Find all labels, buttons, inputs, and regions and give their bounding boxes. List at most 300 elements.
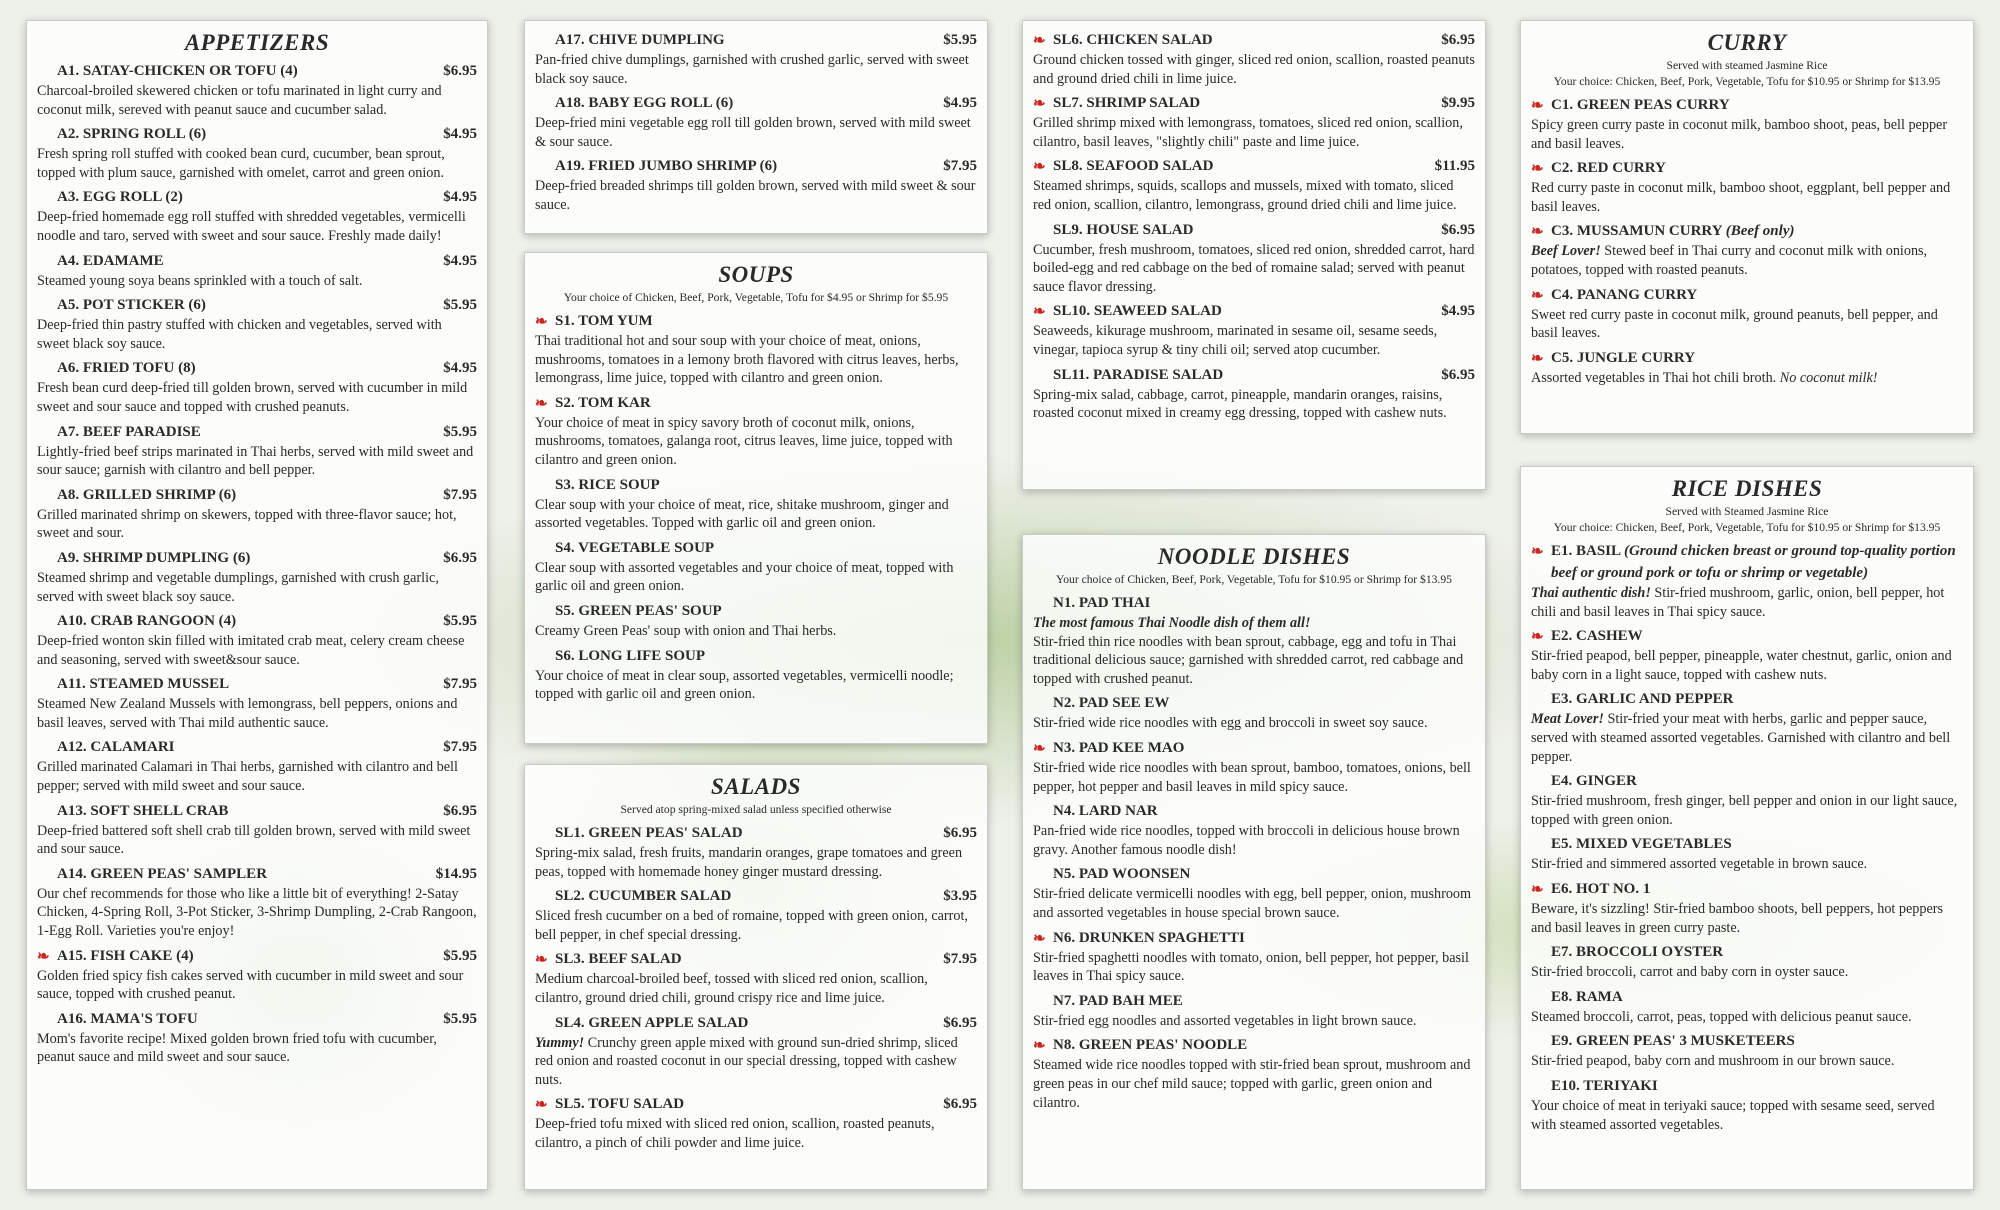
chili-pepper-icon: ❧	[1531, 544, 1544, 560]
menu-item-description-text: Seaweeds, kikurage mushroom, marinated in sesame oil, sesame seeds, vinegar, tapioca syrup & tiny chili oil; served atop cucumber.	[1033, 323, 1438, 358]
menu-item-header	[535, 1012, 977, 1034]
menu-item-name: E8. RAMA	[1551, 988, 1623, 1005]
menu-item-name: A14. GREEN PEAS' SAMPLER	[57, 865, 268, 882]
menu-item-header	[37, 250, 477, 272]
menu-item-title	[1551, 941, 1723, 963]
menu-item	[1531, 1030, 1963, 1071]
menu-item-description-text: Medium charcoal-broiled beef, tossed with sliced red onion, scallion, cilantro, ground dried chili, ground crispy rice and lime juice.	[535, 971, 928, 1006]
menu-item-description	[37, 632, 477, 669]
menu-item	[1033, 29, 1475, 88]
menu-item-header	[1531, 625, 1963, 647]
appetizers-panel	[26, 20, 488, 1190]
menu-item-name: A1. SATAY-CHICKEN OR TOFU (4)	[57, 63, 298, 79]
menu-item-price: $7.95	[443, 676, 477, 693]
appetizers-cont-panel	[524, 20, 988, 234]
menu-item-title	[555, 1093, 684, 1115]
menu-item-description	[37, 506, 477, 543]
menu-item-description	[37, 569, 477, 606]
curry-subtitle: Served with steamed Jasmine Rice	[1666, 59, 1828, 72]
menu-item-description	[1033, 614, 1475, 688]
menu-item-header	[37, 421, 477, 443]
menu-item-description-text: Stir-fried wide rice noodles with egg and broccoli in sweet soy sauce.	[1033, 715, 1428, 732]
noodles-subtitle: Your choice of Chicken, Beef, Pork, Vegetable, Tofu for $10.95 or Shrimp for $13.95	[1056, 573, 1452, 586]
menu-item-title	[1551, 1030, 1795, 1052]
menu-item-price: $6.95	[443, 802, 477, 819]
menu-item-name: S5. GREEN PEAS' SOUP	[555, 602, 722, 619]
menu-item-price: $4.95	[443, 360, 477, 377]
menu-item-description	[535, 559, 977, 596]
menu-item-price: $4.95	[443, 252, 477, 269]
menu-item-header	[1531, 878, 1963, 900]
rice-panel	[1520, 466, 1974, 1190]
menu-item-name: A9. SHRIMP DUMPLING (6)	[57, 549, 251, 566]
menu-item-price: $5.95	[443, 297, 477, 314]
rice-subtitle: Served with Steamed Jasmine Rice	[1665, 505, 1829, 518]
chili-pepper-icon: ❧	[1531, 881, 1544, 898]
menu-item-title	[1551, 157, 1666, 179]
menu-item-description	[535, 114, 977, 151]
menu-item-description	[1531, 584, 1963, 621]
menu-item	[1531, 284, 1963, 343]
menu-item-price: $5.95	[943, 32, 977, 48]
menu-item-description-text: Pan-fried chive dumplings, garnished with crushed garlic, served with sweet black soy sauce.	[535, 52, 969, 87]
menu-item-description-text: Stir-fried spaghetti noodles with tomato, onion, bell pepper, hot pepper, basil leaves in Thai spicy sauce.	[1033, 949, 1469, 985]
menu-item-description-text: Stir-fried your meat with herbs, garlic and pepper sauce, served with steamed assorted vegetables. Garnished with cilantro and bell pepper.	[1531, 711, 1951, 765]
menu-item-title	[555, 474, 660, 496]
menu-item-description	[37, 695, 477, 732]
menu-item-description-text: Deep-fried wonton skin filled with imitated crab meat, celery cream cheese and seasoning, served with sweet&sour sauce.	[37, 633, 465, 668]
menu-item	[1531, 878, 1963, 937]
menu-item-name: A6. FRIED TOFU (8)	[57, 360, 196, 377]
menu-item-price: $7.95	[443, 739, 477, 756]
menu-item-header	[1033, 990, 1475, 1012]
menu-item-price: $5.95	[443, 947, 477, 964]
menu-item-description-text: Creamy Green Peas' soup with onion and Thai herbs.	[535, 622, 837, 639]
menu-item-price: $4.95	[443, 126, 477, 143]
menu-item-title	[1053, 1034, 1247, 1056]
menu-item-price: $6.95	[1441, 221, 1475, 238]
menu-item-name: SL10. SEAWEED SALAD	[1053, 303, 1222, 320]
menu-item-price: $6.95	[443, 549, 477, 566]
menu-item-description	[37, 1030, 477, 1067]
menu-item	[37, 673, 477, 732]
chili-pepper-icon: ❧	[1033, 96, 1046, 113]
menu-item-description-text: Steamed shrimp and vegetable dumplings, garnished with crush garlic, served with sweet black soy sauce.	[37, 569, 439, 605]
menu-item	[37, 357, 477, 416]
menu-item	[535, 885, 977, 944]
menu-item-description-text: Red curry paste in coconut milk, bamboo shoot, eggplant, bell pepper and basil leaves.	[1531, 180, 1951, 215]
menu-item-description-text: Lightly-fried beef strips marinated in Thai herbs, served with mild sweet and sour sauce; garnish with cilantro and bell pepper.	[37, 443, 474, 479]
menu-item-header	[535, 474, 977, 496]
menu-item-title	[555, 310, 653, 332]
menu-item-name: A17. CHIVE DUMPLING	[555, 32, 725, 48]
menu-item-title	[57, 736, 175, 758]
menu-item-description	[535, 332, 977, 388]
menu-item-price: $4.95	[943, 95, 977, 112]
menu-item	[37, 484, 477, 543]
menu-item-description	[37, 822, 477, 859]
menu-item-header	[535, 155, 977, 177]
menu-item-header	[1033, 737, 1475, 759]
menu-item-name: C5. JUNGLE CURRY	[1551, 349, 1696, 366]
menu-item-header	[37, 484, 477, 506]
menu-item	[37, 250, 477, 291]
menu-item-name: N1. PAD THAI	[1053, 595, 1151, 611]
menu-item-description	[535, 622, 977, 641]
menu-item-name: SL3. BEEF SALAD	[555, 951, 682, 968]
menu-item-description-text: Your choice of meat in teriyaki sauce; topped with sesame seed, served with steamed assorted vegetables.	[1531, 1097, 1935, 1133]
menu-item-description-text: Sweet red curry paste in coconut milk, ground peanuts, bell pepper, and basil leaves.	[1531, 306, 1938, 342]
menu-item-header	[1531, 941, 1963, 963]
menu-item-description-text: Deep-fried mini vegetable egg roll till golden brown, served with mild sweet & sour sauce.	[535, 115, 971, 150]
menu-item-description	[535, 970, 977, 1007]
menu-item-price: $6.95	[943, 825, 977, 841]
menu-item-name: N8. GREEN PEAS' NOODLE	[1053, 1037, 1248, 1054]
menu-item	[1531, 770, 1963, 829]
menu-item	[535, 92, 977, 151]
menu-item-price: $5.95	[443, 613, 477, 630]
menu-item-description-text: Stir-fried mushroom, garlic, onion, bell pepper, hot chili and basil leaves in Thai spicy sauce.	[1531, 585, 1945, 620]
menu-item	[37, 123, 477, 182]
menu-item-header	[37, 800, 477, 822]
chili-pepper-icon: ❧	[1531, 629, 1544, 646]
menu-item-header	[37, 673, 477, 695]
curry-panel	[1520, 20, 1974, 434]
menu-item-note: (Ground chicken breast or ground top-quality portion beef or ground pork or tofu or shrimp or vegetable)	[1551, 543, 1956, 581]
menu-item-description	[535, 51, 977, 88]
menu-item-description-text: Clear soup with your choice of meat, rice, shitake mushroom, ginger and assorted vegetables. Topped with garlic oil and green onion.	[535, 496, 949, 532]
menu-item-description	[1531, 116, 1963, 153]
menu-item-header	[1033, 692, 1475, 714]
menu-item	[1531, 1075, 1963, 1134]
menu-item-title	[555, 600, 722, 622]
menu-item-header	[1033, 863, 1475, 885]
menu-item-name: E4. GINGER	[1551, 773, 1637, 790]
menu-item-description	[1033, 885, 1475, 922]
menu-item-header	[1531, 94, 1963, 116]
menu-item-title	[555, 92, 733, 114]
menu-item-header	[37, 610, 477, 632]
menu-item-header	[535, 1093, 977, 1115]
menu-item	[1531, 688, 1963, 766]
menu-item-description	[1531, 179, 1963, 216]
menu-item	[1033, 800, 1475, 859]
menu-item-title	[57, 610, 236, 632]
menu-item-name: N3. PAD KEE MAO	[1053, 739, 1185, 756]
menu-item-header	[1033, 927, 1475, 949]
menu-item-description	[1531, 900, 1963, 937]
menu-item-header	[37, 736, 477, 758]
menu-item-description	[37, 208, 477, 245]
noodles-panel	[1022, 534, 1486, 1190]
menu-item-title	[57, 673, 229, 695]
menu-item-name: E2. CASHEW	[1551, 628, 1643, 645]
menu-item-description	[1531, 369, 1963, 388]
menu-item-header	[535, 822, 977, 844]
menu-item	[535, 29, 977, 88]
menu-item-description	[1033, 51, 1475, 88]
menu-item-title	[1551, 625, 1643, 647]
menu-item-name: A12. CALAMARI	[57, 739, 175, 756]
menu-item-description	[1531, 1097, 1963, 1134]
menu-item-title	[1551, 220, 1794, 242]
menu-item-description-text: Deep-fried homemade egg roll stuffed with shredded vegetables, vermicelli noodle and taro, served with sweet and sour sauce. Freshly made daily!	[37, 209, 466, 244]
menu-item-name: SL6. CHICKEN SALAD	[1053, 32, 1213, 48]
menu-item	[37, 547, 477, 606]
menu-item-footnote: No coconut milk!	[1779, 369, 1878, 386]
chili-pepper-icon: ❧	[1033, 930, 1046, 947]
menu-item-description-text: Spring-mix salad, cabbage, carrot, pineapple, mandarin oranges, raisins, roasted coconut mixed in creamy egg dressing, topped with cashew nuts.	[1033, 386, 1447, 422]
menu-item-description-text: Assorted vegetables in Thai hot chili broth.	[1531, 369, 1780, 386]
menu-item-description-text: Stir-fried thin rice noodles with bean sprout, cabbage, egg and tofu in Thai traditional delicious sauce; garnished with shredded carrot, red cabbage and topped with crushed peanut.	[1033, 633, 1464, 687]
menu-item-description-text: Deep-fried breaded shrimps till golden brown, served with mild sweet & sour sauce.	[535, 178, 976, 213]
menu-item-description	[535, 177, 977, 214]
menu-item	[37, 60, 477, 119]
menu-item-description	[37, 443, 477, 480]
menu-item	[37, 945, 477, 1004]
chili-pepper-icon: ❧	[1531, 287, 1544, 304]
menu-item-header	[535, 392, 977, 414]
menu-item	[535, 1093, 977, 1152]
menu-item	[1033, 364, 1475, 423]
menu-item-description-text: Stir-fried delicate vermicelli noodles with egg, bell pepper, onion, mushroom and assorted vegetables in house special brown sauce.	[1033, 886, 1472, 921]
menu-item-description-text: Stir-fried egg noodles and assorted vegetables in light brown sauce.	[1033, 1012, 1417, 1029]
menu-item	[1033, 219, 1475, 297]
menu-item-description-text: Spring-mix salad, fresh fruits, mandarin oranges, grape tomatoes and green peas, topped with homemade honey ginger mustard dressing.	[535, 845, 963, 880]
rice-subtitle-choice: Your choice: Chicken, Beef, Pork, Vegetable, Tofu for $10.95 or Shrimp for $13.95	[1553, 521, 1941, 534]
menu-item-name: SL11. PARADISE SALAD	[1053, 366, 1224, 383]
menu-item-name: SL7. SHRIMP SALAD	[1053, 95, 1201, 112]
menu-item-title	[1551, 878, 1650, 900]
soups-list	[535, 310, 977, 704]
menu-item-title	[1053, 692, 1169, 714]
menu-item-description-text: Fresh spring roll stuffed with cooked bean curd, cucumber, bean sprout, topped with plum sauce, garnished with omelet, carrot and green onion.	[37, 146, 445, 181]
menu-item-description-text: Steamed broccoli, carrot, peas, topped with delicious peanut sauce.	[1531, 1008, 1912, 1025]
menu-item-title	[57, 484, 236, 506]
menu-item-header	[535, 948, 977, 970]
menu-item-description	[37, 272, 477, 291]
menu-item-description-text: Steamed wide rice noodles topped with stir-fried bean sprout, mushroom and green peas in our chef mild sauce; topped with garlic, green onion and cilantro.	[1033, 1057, 1471, 1111]
menu-item-price: $4.95	[1441, 303, 1475, 320]
salads-title: SALADS	[711, 774, 801, 799]
menu-item-description	[1033, 1012, 1475, 1031]
menu-item-title	[57, 357, 196, 379]
menu-item-name: A2. SPRING ROLL (6)	[57, 126, 207, 143]
menu-item-title	[1053, 92, 1200, 114]
menu-item-description	[37, 316, 477, 353]
menu-item-header	[1531, 284, 1963, 306]
menu-item-description	[1531, 1052, 1963, 1071]
menu-item-price: $7.95	[943, 158, 977, 175]
menu-item-title	[57, 186, 183, 208]
menu-item	[37, 421, 477, 480]
menu-item-title	[1551, 347, 1695, 369]
menu-item-name: N4. LARD NAR	[1053, 803, 1158, 820]
menu-item-description-text: Ground chicken tossed with ginger, sliced red onion, scallion, roasted peanuts and ground dried chili in lime juice.	[1033, 52, 1475, 87]
menu-item-title	[1053, 863, 1190, 885]
menu-item-name: SL4. GREEN APPLE SALAD	[555, 1014, 749, 1031]
menu-item-header	[1531, 220, 1963, 242]
menu-item	[1033, 990, 1475, 1031]
menu-item-name: E5. MIXED VEGETABLES	[1551, 836, 1732, 853]
menu-item	[1033, 927, 1475, 986]
menu-item-description	[535, 907, 977, 944]
menu-item-highlight: Meat Lover!	[1531, 711, 1604, 728]
menu-item-header	[37, 123, 477, 145]
menu-item-title	[1551, 284, 1697, 306]
chili-pepper-icon: ❧	[1531, 224, 1544, 241]
salads-list	[535, 822, 977, 1153]
menu-item-header	[37, 863, 477, 885]
menu-item-title	[555, 822, 743, 844]
menu-item-description-text: Stir-fried broccoli, carrot and baby corn in oyster sauce.	[1531, 964, 1849, 981]
menu-item	[1033, 155, 1475, 214]
menu-item	[1531, 941, 1963, 982]
menu-item-header	[535, 537, 977, 559]
menu-item-description-text: Grilled marinated Calamari in Thai herbs, garnished with cilantro and bell pepper; served with mild sweet and sour sauce.	[37, 759, 458, 795]
menu-item-description	[1033, 714, 1475, 733]
menu-item	[1033, 692, 1475, 733]
menu-item-name: E6. HOT NO. 1	[1551, 880, 1651, 897]
menu-item-header	[37, 357, 477, 379]
menu-item	[37, 1008, 477, 1067]
menu-item-header	[1531, 347, 1963, 369]
menu-item-description	[37, 379, 477, 416]
chili-pepper-icon: ❧	[1033, 33, 1046, 49]
menu-item	[37, 186, 477, 245]
menu-item-name: E9. GREEN PEAS' 3 MUSKETEERS	[1551, 1033, 1795, 1050]
menu-item-header	[535, 92, 977, 114]
menu-item	[1531, 347, 1963, 388]
menu-item-description	[1033, 114, 1475, 151]
menu-item-description-text: Our chef recommends for those who like a little bit of everything! 2-Satay Chicken, 4-Spring Roll, 3-Pot Sticker, 3-Shrimp Dumpling, 2-Crab Rangoon, 1-Egg Roll. Varieties you're enjoy!	[37, 885, 477, 940]
menu-item-name: N6. DRUNKEN SPAGHETTI	[1053, 929, 1245, 946]
menu-item-description	[1033, 1056, 1475, 1112]
rice-title: RICE DISHES	[1671, 476, 1823, 501]
menu-item-title	[57, 60, 298, 82]
menu-item-price: $6.95	[1441, 32, 1475, 48]
menu-item-name: E1. BASIL	[1551, 543, 1621, 559]
menu-item	[1033, 737, 1475, 796]
salads-panel	[524, 764, 988, 1190]
menu-item-description-text: Deep-fried tofu mixed with sliced red onion, scallion, roasted peanuts, cilantro, a pinch of chili powder and lime juice.	[535, 1116, 935, 1151]
menu-item	[37, 800, 477, 859]
menu-item-price: $4.95	[443, 189, 477, 206]
menu-item-title	[57, 863, 267, 885]
menu-item	[1033, 300, 1475, 359]
menu-item-description-text: Spicy green curry paste in coconut milk, bamboo shoot, peas, bell pepper and basil leaves.	[1531, 117, 1948, 152]
menu-item-header	[1033, 92, 1475, 114]
menu-item-description	[1033, 386, 1475, 423]
menu-item-description	[1033, 822, 1475, 859]
menu-item-header	[535, 645, 977, 667]
chili-pepper-icon: ❧	[535, 395, 548, 412]
menu-item-title	[555, 537, 714, 559]
soups-panel	[524, 252, 988, 744]
menu-item-name: A8. GRILLED SHRIMP (6)	[57, 486, 237, 503]
menu-item	[535, 392, 977, 470]
menu-item-title	[1053, 29, 1213, 51]
menu-item-name: C4. PANANG CURRY	[1551, 286, 1698, 303]
menu-item-description-text: Beware, it's sizzling! Stir-fried bamboo shoots, bell peppers, hot peppers and basil leaves in green curry paste.	[1531, 900, 1944, 936]
menu-item-description	[1033, 949, 1475, 986]
menu-item-header	[37, 186, 477, 208]
chili-pepper-icon: ❧	[535, 952, 548, 969]
menu-item-name: S4. VEGETABLE SOUP	[555, 539, 715, 556]
menu-item-title	[1053, 219, 1193, 241]
menu-item-note: (Beef only)	[1725, 223, 1795, 240]
menu-item-name: A13. SOFT SHELL CRAB	[57, 802, 229, 819]
menu-item-name: SL1. GREEN PEAS' SALAD	[555, 825, 743, 841]
menu-item-name: A19. FRIED JUMBO SHRIMP (6)	[555, 158, 778, 175]
menu-item-description-text: Stir-fried peapod, bell pepper, pineapple, water chestnut, garlic, onion and baby corn in a light sauce, topped with cashew nuts.	[1531, 648, 1952, 683]
menu-item-price: $6.95	[943, 1096, 977, 1113]
menu-item-description-text: Steamed young soya beans sprinkled with a touch of salt.	[37, 272, 363, 289]
menu-item-title	[57, 123, 206, 145]
menu-item-description-text: Crunchy green apple mixed with ground sun-dried shrimp, sliced red onion and roasted coconut in our special dressing, topped with cashew nuts.	[535, 1034, 958, 1088]
menu-item-name: SL8. SEAFOOD SALAD	[1053, 158, 1214, 175]
menu-item-header	[1033, 592, 1475, 614]
menu-item-description	[1033, 241, 1475, 297]
menu-item-header	[1033, 1034, 1475, 1056]
menu-item-description	[1531, 963, 1963, 982]
salads-cont-panel	[1022, 20, 1486, 490]
menu-item	[1531, 540, 1963, 621]
menu-item-description	[535, 667, 977, 704]
menu-item-header	[1033, 29, 1475, 51]
menu-item-description	[1033, 759, 1475, 796]
menu-item-description-text: Sliced fresh cucumber on a bed of romaine, topped with green onion, carrot, bell pepper, in chef special dressing.	[535, 908, 968, 943]
menu-item-title	[555, 645, 705, 667]
menu-item	[1531, 833, 1963, 874]
menu-item-highlight: Thai authentic dish!	[1531, 585, 1651, 601]
menu-item-title	[1053, 300, 1222, 322]
menu-item-description	[37, 82, 477, 119]
menu-item-name: N5. PAD WOONSEN	[1053, 866, 1191, 883]
menu-item-title	[1053, 364, 1223, 386]
menu-item-header	[1531, 1075, 1963, 1097]
menu-item-description-text: Steamed New Zealand Mussels with lemongrass, bell peppers, onions and basil leaves, served with Thai mild authentic sauce.	[37, 696, 458, 731]
menu-item	[1531, 986, 1963, 1027]
menu-item	[535, 1012, 977, 1090]
menu-item	[535, 537, 977, 596]
curry-title: CURRY	[1707, 30, 1787, 55]
menu-item-title	[1053, 592, 1150, 614]
menu-item-title	[1551, 986, 1623, 1008]
chili-pepper-icon: ❧	[535, 1097, 548, 1114]
menu-item-name: A3. EGG ROLL (2)	[57, 189, 183, 206]
menu-item-description	[1531, 242, 1963, 279]
noodles-list	[1033, 592, 1475, 1112]
menu-item	[1033, 592, 1475, 688]
menu-item-title	[57, 945, 194, 967]
menu-item-title	[555, 1012, 748, 1034]
menu-item-title	[1053, 737, 1184, 759]
menu-item-name: E3. GARLIC AND PEPPER	[1551, 691, 1734, 708]
chili-pepper-icon: ❧	[1033, 304, 1046, 321]
menu-item-description	[37, 145, 477, 182]
menu-item-header	[37, 945, 477, 967]
salads-subtitle: Served atop spring-mixed salad unless specified otherwise	[620, 803, 892, 816]
menu-item-header	[37, 60, 477, 82]
curry-list	[1531, 94, 1963, 387]
menu-item-name: S2. TOM KAR	[555, 394, 651, 411]
menu-item-title	[1551, 1075, 1658, 1097]
appetizers-cont-list	[535, 29, 977, 215]
menu-item	[37, 736, 477, 795]
menu-item-title	[57, 547, 250, 569]
menu-item	[535, 645, 977, 704]
